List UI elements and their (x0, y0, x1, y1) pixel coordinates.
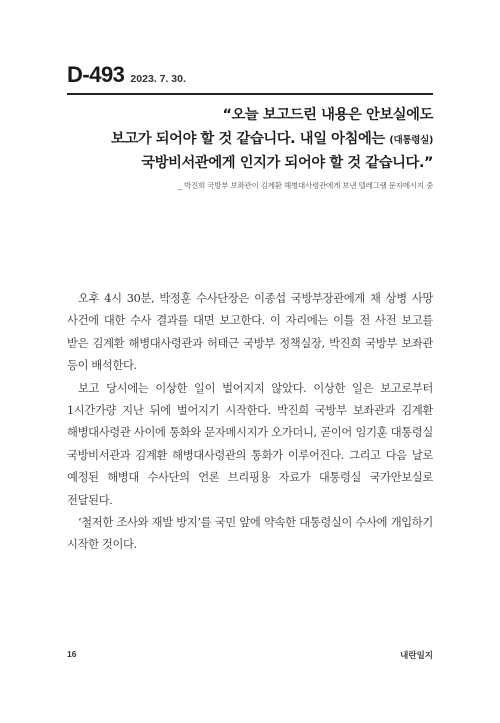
running-title: 내란일지 (400, 651, 433, 661)
page-number: 16 (67, 649, 77, 659)
quote-line-2-text: 보고가 되어야 할 것 같습니다. 내일 아침에는 (110, 130, 385, 147)
day-label: D-493 (67, 62, 125, 87)
epigraph-quote (67, 104, 433, 176)
body-paragraph-1: 오후 4시 30분, 박정훈 수사단장은 이종섭 국방부장관에게 채 상병 사망 사건에 대한 수사 결과를 대면 보고한다. 이 자리에는 이틀 전 사전 보고를 받은 김계환 해병대사령관과 허태근 국방부 정책실장, 박진희 국방부 보좌관 등이 배석한다. (67, 292, 433, 373)
day-counter (67, 62, 186, 88)
quote-line-2 (67, 128, 433, 153)
quote-line-2-annotation: (대통령실) (389, 134, 433, 146)
body-paragraph-3: ‘철저한 조사와 재발 방지’를 국민 앞에 약속한 대통령실이 수사에 개입하기 시작한 것이다. (67, 516, 433, 552)
quote-line-1: “오늘 보고드린 내용은 안보실에도 (222, 107, 433, 123)
body-text (67, 288, 433, 557)
quote-source: _ 박진희 국방부 보좌관이 김계환 해병대사령관에게 보낸 텔레그램 문자메시지 중 (178, 181, 433, 190)
entry-date: 2023. 7. 30. (130, 73, 186, 85)
body-paragraph-2: 보고 당시에는 이상한 일이 벌어지지 않았다. 이상한 일은 보고로부터 1시간가량 지난 뒤에 벌어지기 시작한다. 박진희 국방부 보좌관과 김계환 해병대사령관 사이에 통화와 문자메시지가 오가더니, 곧이어 임기훈 대통령실 국방비서관과 김계환 해병대사령관의 통화가 이루어진다. 그리고 다음 날로 예정된 해병대 수사단의 언론 브리핑용 자료가 대통령실 국가안보실로 전달된다. (67, 381, 433, 507)
header-divider (67, 93, 433, 95)
quote-line-3: 국방비서관에게 인지가 되어야 할 것 같습니다.” (141, 155, 433, 171)
